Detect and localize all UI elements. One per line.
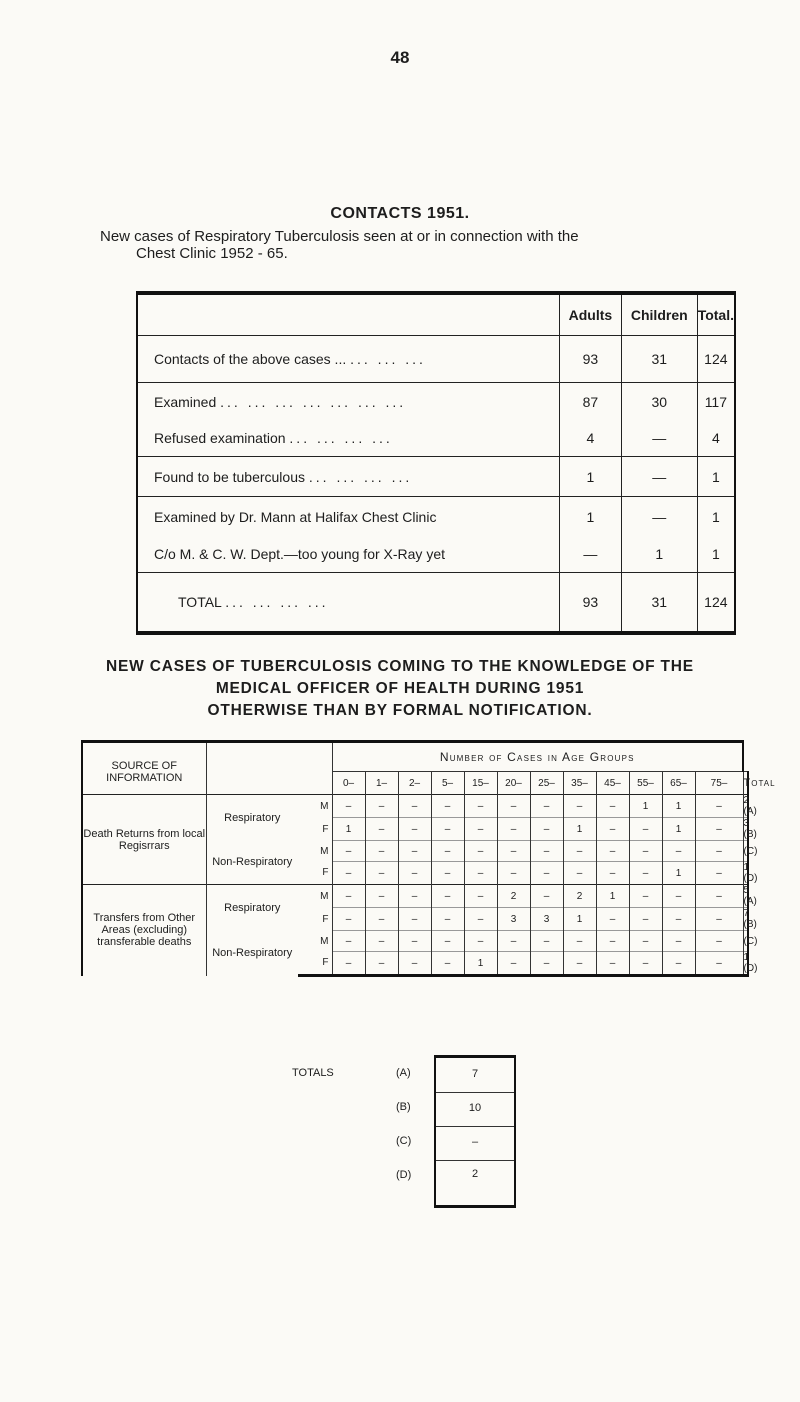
age-count-cell: – xyxy=(695,885,743,908)
sex-label: F xyxy=(322,913,329,925)
age-group-header: 15– xyxy=(464,772,497,795)
age-count-cell: 2 xyxy=(497,885,530,908)
age-count-cell: – xyxy=(365,862,398,885)
age-count-cell: 3 xyxy=(530,908,563,931)
refused-total: 4 xyxy=(697,421,735,457)
age-count-cell: 3 xyxy=(497,908,530,931)
age-count-cell: – xyxy=(530,952,563,976)
halifax-total: 1 xyxy=(697,497,735,537)
sex-label: M xyxy=(298,795,332,818)
tuberculous-adults: 1 xyxy=(559,457,621,497)
age-count-cell: – xyxy=(431,931,464,952)
age-count-cell: – xyxy=(596,862,629,885)
age-count-cell: – xyxy=(596,952,629,976)
age-count-cell: – xyxy=(695,818,743,841)
age-group-header: 0– xyxy=(332,772,365,795)
age-group-header: Total xyxy=(743,772,748,795)
row-total-cell: 1 (D) xyxy=(743,952,758,974)
age-groups-header: Number of Cases in Age Groups xyxy=(332,742,743,772)
totals-box xyxy=(434,1055,516,1208)
sex-label: F xyxy=(298,952,332,976)
age-count-cell: – xyxy=(596,931,629,952)
age-count-cell: – xyxy=(530,862,563,885)
age-count-cell: – xyxy=(695,908,743,931)
age-group-header: 35– xyxy=(563,772,596,795)
sex-label: F xyxy=(322,867,329,879)
age-count-cell: – xyxy=(695,862,743,885)
age-count-cell: – xyxy=(431,885,464,908)
age-count-cell: 1 xyxy=(563,818,596,841)
age-count-cell: – xyxy=(662,931,695,952)
intro-line-1: New cases of Respiratory Tuberculosis seen at or in connection with the xyxy=(100,228,579,245)
age-group-header: 65– xyxy=(662,772,695,795)
xray-children: 1 xyxy=(621,537,697,573)
xray-adults: — xyxy=(559,537,621,573)
contacts-table xyxy=(136,291,736,635)
age-count-cell: – xyxy=(629,862,662,885)
tuberculous-total: 1 xyxy=(697,457,735,497)
age-count-cell: – xyxy=(431,841,464,862)
age-count-cell: – xyxy=(464,818,497,841)
header-total: Total. xyxy=(697,293,735,336)
totals-value-a: 7 xyxy=(471,1068,479,1080)
refused-children: — xyxy=(621,421,697,457)
sex-label: M xyxy=(298,885,332,908)
age-count-cell: – xyxy=(464,862,497,885)
age-count-cell: – xyxy=(530,818,563,841)
age-count-cell: – xyxy=(365,818,398,841)
age-count-cell: – xyxy=(530,931,563,952)
refused-label: Refused examination ... ... ... ... xyxy=(137,421,559,457)
refused-adults: 4 xyxy=(559,421,621,457)
age-count-cell: – xyxy=(497,931,530,952)
row-total-cell: (C) xyxy=(743,931,748,952)
age-count-cell: – xyxy=(629,841,662,862)
age-count-cell: – xyxy=(695,931,743,952)
age-count-cell: – xyxy=(596,908,629,931)
examined-children: 30 xyxy=(621,383,697,421)
age-count-cell: – xyxy=(398,885,431,908)
age-count-cell: – xyxy=(398,841,431,862)
totals-key-d: (D) xyxy=(396,1169,412,1181)
age-count-cell: – xyxy=(365,952,398,976)
contacts-header-blank xyxy=(137,293,559,336)
age-count-cell: – xyxy=(398,931,431,952)
age-count-cell: – xyxy=(398,795,431,818)
age-count-cell: – xyxy=(398,862,431,885)
row-total-cell: 5 (A) xyxy=(743,885,757,907)
contacts-total: 124 xyxy=(697,336,735,383)
age-group-header: 1– xyxy=(365,772,398,795)
case-type-label: Respiratory xyxy=(206,885,298,931)
age-group-header: 5– xyxy=(431,772,464,795)
age-group-header: 20– xyxy=(497,772,530,795)
header-adults: Adults xyxy=(559,293,621,336)
age-count-cell: – xyxy=(563,841,596,862)
age-count-cell: – xyxy=(563,862,596,885)
age-count-cell: – xyxy=(497,841,530,862)
halifax-children: — xyxy=(621,497,697,537)
age-count-cell: – xyxy=(530,885,563,908)
age-count-cell: – xyxy=(464,841,497,862)
age-count-cell: – xyxy=(563,931,596,952)
age-count-cell: – xyxy=(365,841,398,862)
age-count-cell: – xyxy=(431,795,464,818)
xray-label: C/o M. & C. W. Dept.—too young for X-Ray yet xyxy=(137,537,559,573)
age-count-cell: 1 xyxy=(332,818,365,841)
age-count-cell: – xyxy=(530,795,563,818)
age-group-header: 75– xyxy=(695,772,743,795)
age-group-header: 2– xyxy=(398,772,431,795)
age-count-cell: – xyxy=(530,841,563,862)
total-children: 31 xyxy=(621,573,697,633)
new-cases-title-line-3: OTHERWISE THAN BY FORMAL NOTIFICATION. xyxy=(207,702,593,719)
header-children: Children xyxy=(621,293,697,336)
new-cases-table xyxy=(81,740,776,977)
age-count-cell: – xyxy=(464,908,497,931)
halifax-label: Examined by Dr. Mann at Halifax Chest Clinic xyxy=(137,497,559,537)
age-count-cell: – xyxy=(332,795,365,818)
case-type-label: Non-Respiratory xyxy=(206,841,298,885)
contacts-row-label: Contacts of the above cases ... ... ... ... xyxy=(137,336,559,383)
age-count-cell: – xyxy=(365,795,398,818)
age-group-header: 45– xyxy=(596,772,629,795)
table-row xyxy=(82,795,748,818)
age-count-cell: – xyxy=(398,818,431,841)
age-count-cell: – xyxy=(464,885,497,908)
age-count-cell: – xyxy=(596,795,629,818)
xray-total: 1 xyxy=(697,537,735,573)
age-count-cell: – xyxy=(332,908,365,931)
total-label: TOTAL ... ... ... ... xyxy=(137,573,559,633)
source-label: Death Returns from local Regisrrars xyxy=(82,795,206,885)
age-count-cell: – xyxy=(332,885,365,908)
age-count-cell: – xyxy=(431,818,464,841)
contacts-children: 31 xyxy=(621,336,697,383)
new-cases-title-line-2: MEDICAL OFFICER OF HEALTH DURING 1951 xyxy=(215,680,585,697)
age-count-cell: 1 xyxy=(563,908,596,931)
sex-label: M xyxy=(320,845,329,857)
case-type-label: Respiratory xyxy=(206,795,298,841)
age-count-cell: – xyxy=(365,885,398,908)
age-count-cell: – xyxy=(431,952,464,976)
age-count-cell: – xyxy=(563,952,596,976)
totals-value-b: 10 xyxy=(468,1102,482,1114)
age-count-cell: – xyxy=(398,908,431,931)
contacts-intro xyxy=(100,228,740,262)
examined-label: Examined ... ... ... ... ... ... ... xyxy=(137,383,559,421)
age-count-cell: – xyxy=(662,952,695,976)
totals-value-c: – xyxy=(471,1136,479,1148)
age-count-cell: – xyxy=(332,952,365,976)
age-count-cell: – xyxy=(497,795,530,818)
source-label: Transfers from Other Areas (excluding) transferable deaths xyxy=(82,885,206,976)
table-row xyxy=(82,885,748,908)
row-total-cell: 7 (B) xyxy=(743,908,757,930)
age-count-cell: – xyxy=(629,908,662,931)
age-count-cell: 1 xyxy=(662,818,695,841)
age-count-cell: – xyxy=(629,931,662,952)
age-count-cell: – xyxy=(332,841,365,862)
source-header: SOURCE OF INFORMATION xyxy=(82,742,206,795)
tuberculous-children: — xyxy=(621,457,697,497)
age-count-cell: – xyxy=(629,885,662,908)
row-total-cell: 2 (A) xyxy=(743,795,757,817)
age-count-cell: – xyxy=(332,862,365,885)
new-cases-title-line-1: NEW CASES OF TUBERCULOSIS COMING TO THE KNOWLEDGE OF THE xyxy=(106,658,694,675)
total-adults: 93 xyxy=(559,573,621,633)
age-count-cell: – xyxy=(431,862,464,885)
totals-key-b: (B) xyxy=(396,1101,411,1113)
age-count-cell: – xyxy=(629,818,662,841)
age-count-cell: – xyxy=(431,908,464,931)
age-count-cell: 1 xyxy=(629,795,662,818)
type-header-blank xyxy=(206,742,332,795)
intro-line-2: Chest Clinic 1952 - 65. xyxy=(136,245,288,262)
age-count-cell: – xyxy=(695,795,743,818)
age-count-cell: – xyxy=(464,931,497,952)
age-count-cell: – xyxy=(464,795,497,818)
age-count-cell: – xyxy=(596,841,629,862)
row-total-cell: (C) xyxy=(743,841,748,862)
age-count-cell: – xyxy=(563,795,596,818)
age-count-cell: 1 xyxy=(662,795,695,818)
totals-key-a: (A) xyxy=(396,1067,411,1079)
age-group-header: 25– xyxy=(530,772,563,795)
case-type-label: Non-Respiratory xyxy=(206,931,298,976)
age-count-cell: – xyxy=(662,841,695,862)
row-total-cell: 1 (D) xyxy=(743,862,758,884)
sex-label: M xyxy=(320,935,329,947)
age-count-cell: – xyxy=(497,818,530,841)
totals-value-d: 2 xyxy=(471,1168,479,1180)
age-count-cell: – xyxy=(695,952,743,976)
examined-total: 117 xyxy=(697,383,735,421)
total-total: 124 xyxy=(697,573,735,633)
age-count-cell: – xyxy=(662,908,695,931)
age-count-cell: – xyxy=(365,931,398,952)
age-count-cell: – xyxy=(332,931,365,952)
sex-label: F xyxy=(322,823,329,835)
row-total-cell: 3 (B) xyxy=(743,818,757,840)
halifax-adults: 1 xyxy=(559,497,621,537)
age-count-cell: – xyxy=(596,818,629,841)
age-count-cell: – xyxy=(365,908,398,931)
age-count-cell: – xyxy=(497,952,530,976)
examined-adults: 87 xyxy=(559,383,621,421)
age-count-cell: 1 xyxy=(596,885,629,908)
contacts-adults: 93 xyxy=(559,336,621,383)
contacts-title: CONTACTS 1951. xyxy=(330,205,470,222)
totals-key-c: (C) xyxy=(396,1135,412,1147)
age-count-cell: – xyxy=(662,885,695,908)
age-group-header: 55– xyxy=(629,772,662,795)
age-count-cell: – xyxy=(398,952,431,976)
totals-label: TOTALS xyxy=(292,1067,334,1079)
page-number: 48 xyxy=(390,48,410,67)
age-count-cell: 1 xyxy=(662,862,695,885)
age-count-cell: – xyxy=(497,862,530,885)
age-count-cell: – xyxy=(695,841,743,862)
age-count-cell: – xyxy=(629,952,662,976)
tuberculous-label: Found to be tuberculous ... ... ... ... xyxy=(137,457,559,497)
age-count-cell: 1 xyxy=(464,952,497,976)
age-count-cell: 2 xyxy=(563,885,596,908)
